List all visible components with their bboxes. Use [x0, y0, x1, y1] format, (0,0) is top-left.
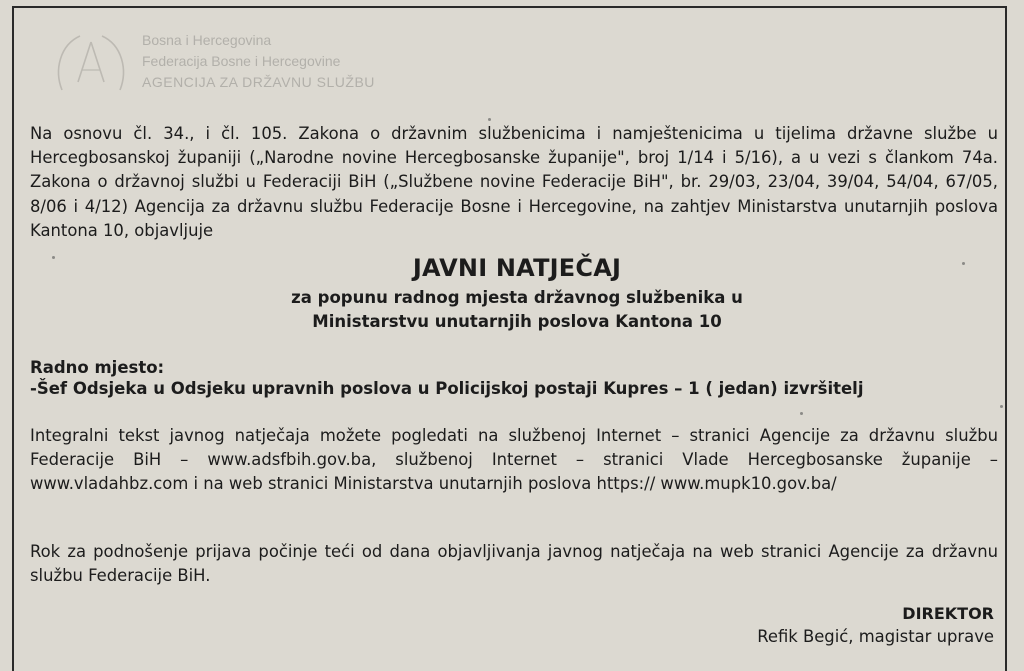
- print-speck: [800, 412, 803, 415]
- agency-name: AGENCIJA ZA DRŽAVNU SLUŽBU: [142, 74, 375, 90]
- agency-logo-icon: [52, 30, 130, 100]
- subtitle-line-1: za popunu radnog mjesta državnog službenika u: [291, 288, 743, 307]
- info-paragraph: Integralni tekst javnog natječaja možete pogledati na službenoj Internet – stranici Agencije za državnu službu Federacije BiH – www.adsfbih.gov.ba, službenoj Internet – stranici Vlade Hercegbosanske županije – www.vladahbz.com i na web stranici Ministarstva unutarnjih poslova https:// www.mupk10.gov.ba/: [30, 426, 998, 494]
- print-speck: [1000, 405, 1003, 408]
- country-name: Bosna i Hercegovina: [142, 32, 272, 48]
- header-lines: [142, 30, 375, 93]
- subtitle-line-2: Ministarstvu unutarnjih poslova Kantona 10: [312, 312, 722, 331]
- print-speck: [962, 262, 965, 265]
- position-text: -Šef Odsjeka u Odsjeku upravnih poslova u Policijskoj postaji Kupres – 1 ( jedan) izvršitelj: [30, 379, 864, 398]
- agency-header: [52, 22, 472, 112]
- notice-title: JAVNI NATJEČAJ: [412, 254, 622, 282]
- position-label: Radno mjesto:: [30, 358, 165, 377]
- federation-name: Federacija Bosne i Hercegovine: [142, 53, 341, 69]
- deadline-paragraph: Rok za podnošenje prijava počinje teći od dana objavljivanja javnog natječaja na web stranici Agencije za državnu službu Federacije BiH.: [30, 542, 998, 586]
- print-speck: [52, 256, 55, 259]
- signature-role: DIREKTOR: [902, 604, 994, 623]
- print-speck: [488, 118, 491, 121]
- intro-paragraph: Na osnovu čl. 34., i čl. 105. Zakona o državnim službenicima i namještenicima u tijelima državne službe u Hercegbosanskoj županiji („Narodne novine Hercegbosanske županije", broj 1/14 i 5/16), a u vezi s člankom 74a. Zakona o državnoj službi u Federaciji BiH („Službene novine Federacije BiH", br. 29/03, 23/04, 39/04, 54/04, 67/05, 8/06 i 4/12) Agencija za državnu službu Federacije Bosne i Hercegovine, na zahtjev Ministarstva unutarnjih poslova Kantona 10, objavljuje: [30, 124, 998, 240]
- notice-subtitle: [5, 286, 1024, 334]
- signature-name: Refik Begić, magistar uprave: [757, 627, 994, 646]
